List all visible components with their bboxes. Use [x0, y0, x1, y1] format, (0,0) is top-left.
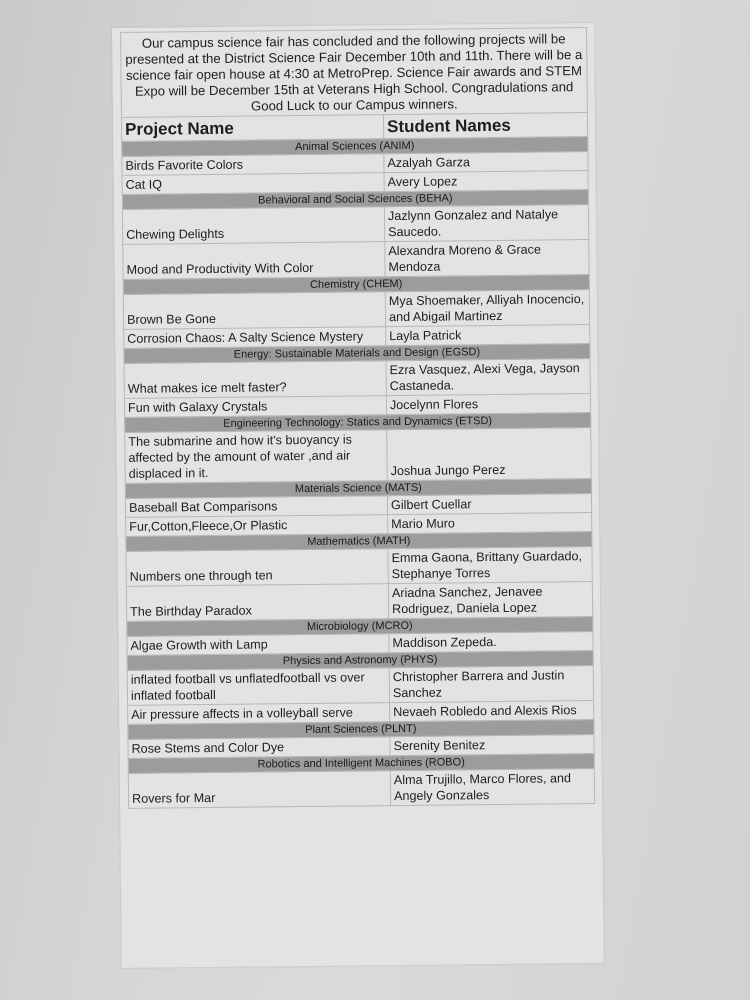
project-name-cell: Mood and Productivity With Color	[123, 242, 385, 280]
student-names-cell: Joshua Jungo Perez	[387, 428, 592, 481]
student-names-cell: Ezra Vasquez, Alexi Vega, Jayson Castaneda.	[386, 359, 590, 396]
project-name-cell: Algae Growth with Lamp	[127, 634, 389, 656]
category-label: Energy: Sustainable Materials and Design (EGSD)	[124, 344, 590, 364]
student-names-cell: Jocelynn Flores	[386, 394, 590, 415]
project-row	[124, 359, 590, 399]
project-name-cell: The submarine and how it's buoyancy is affected by the amount of water ,and air displaced in it.	[125, 430, 388, 484]
category-label: Physics and Astronomy (PHYS)	[127, 650, 593, 670]
student-names-cell: Emma Gaona, Brittany Guardado, Stephanye Torres	[388, 547, 592, 584]
project-row	[125, 428, 592, 484]
student-names-cell: Mya Shoemaker, Alliyah Inocencio, and Abigail Martinez	[385, 290, 589, 327]
student-names-cell: Azalyah Garza	[384, 152, 588, 173]
category-label: Materials Science (MATS)	[125, 479, 591, 499]
project-name-cell: Numbers one through ten	[126, 549, 388, 587]
projects-table	[120, 27, 595, 809]
project-row	[123, 290, 589, 330]
science-fair-flyer	[112, 23, 604, 968]
student-names-cell: Ariadna Sanchez, Jenavee Rodriguez, Daniela Lopez	[388, 582, 592, 619]
student-names-cell: Avery Lopez	[384, 171, 588, 192]
category-label: Microbiology (MCRO)	[127, 616, 593, 636]
project-name-cell: Chewing Delights	[122, 207, 384, 245]
project-name-cell: Birds Favorite Colors	[122, 154, 384, 176]
project-name-cell: Air pressure affects in a volleyball serve	[128, 703, 390, 725]
category-label: Animal Sciences (ANIM)	[122, 137, 588, 157]
project-row	[126, 547, 592, 587]
student-names-cell: Christopher Barrera and Justin Sanchez	[389, 665, 593, 702]
project-name-cell: What makes ice melt faster?	[124, 361, 386, 399]
student-names-cell: Serenity Benitez	[390, 734, 594, 755]
student-names-cell: Gilbert Cuellar	[387, 494, 591, 515]
project-name-cell: Brown Be Gone	[123, 292, 385, 330]
student-names-cell: Jazlynn Gonzalez and Natalye Saucedo.	[384, 205, 588, 242]
project-name-cell: Cat IQ	[122, 173, 384, 195]
project-row	[123, 240, 589, 280]
project-row	[126, 582, 592, 622]
project-name-cell: Rovers for Mar	[128, 771, 390, 809]
student-names-cell: Alexandra Moreno & Grace Mendoza	[385, 240, 589, 277]
project-name-cell: Fun with Galaxy Crystals	[124, 396, 386, 418]
category-label: Mathematics (MATH)	[126, 532, 592, 552]
project-row	[122, 205, 588, 245]
intro-paragraph: Our campus science fair has concluded and the following projects will be presented at the District Science Fair December 10th and 11th. There will be a science fair open house at 4:30 at MetroPrep. Science Fair awards and STEM Expo will be December 15th at Veterans High School. Congradulations and Good Luck to our Campus winners.	[121, 28, 588, 118]
project-name-header: Project Name	[121, 115, 383, 142]
student-names-cell: Alma Trujillo, Marco Flores, and Angely Gonzales	[390, 768, 594, 805]
project-name-cell: inflated football vs unflatedfootball vs over inflated football	[127, 668, 389, 706]
project-name-cell: Fur,Cotton,Fleece,Or Plastic	[126, 515, 388, 537]
project-name-cell: Corrosion Chaos: A Salty Science Mystery	[124, 327, 386, 349]
project-name-cell: The Birthday Paradox	[126, 584, 388, 622]
student-names-header: Student Names	[383, 113, 587, 139]
project-name-cell: Rose Stems and Color Dye	[128, 737, 390, 759]
student-names-cell: Maddison Zepeda.	[389, 631, 593, 652]
category-label: Behavioral and Social Sciences (BEHA)	[122, 190, 588, 210]
project-name-cell: Baseball Bat Comparisons	[125, 496, 387, 518]
student-names-cell: Mario Muro	[388, 513, 592, 534]
category-label: Engineering Technology: Statics and Dynamics (ETSD)	[125, 413, 591, 433]
category-label: Plant Sciences (PLNT)	[128, 719, 594, 739]
category-label: Chemistry (CHEM)	[123, 275, 589, 295]
student-names-cell: Nevaeh Robledo and Alexis Rios	[390, 700, 594, 721]
student-names-cell: Layla Patrick	[386, 325, 590, 346]
category-label: Robotics and Intelligent Machines (ROBO)	[128, 753, 594, 773]
project-row	[128, 768, 594, 808]
project-row	[127, 665, 593, 705]
